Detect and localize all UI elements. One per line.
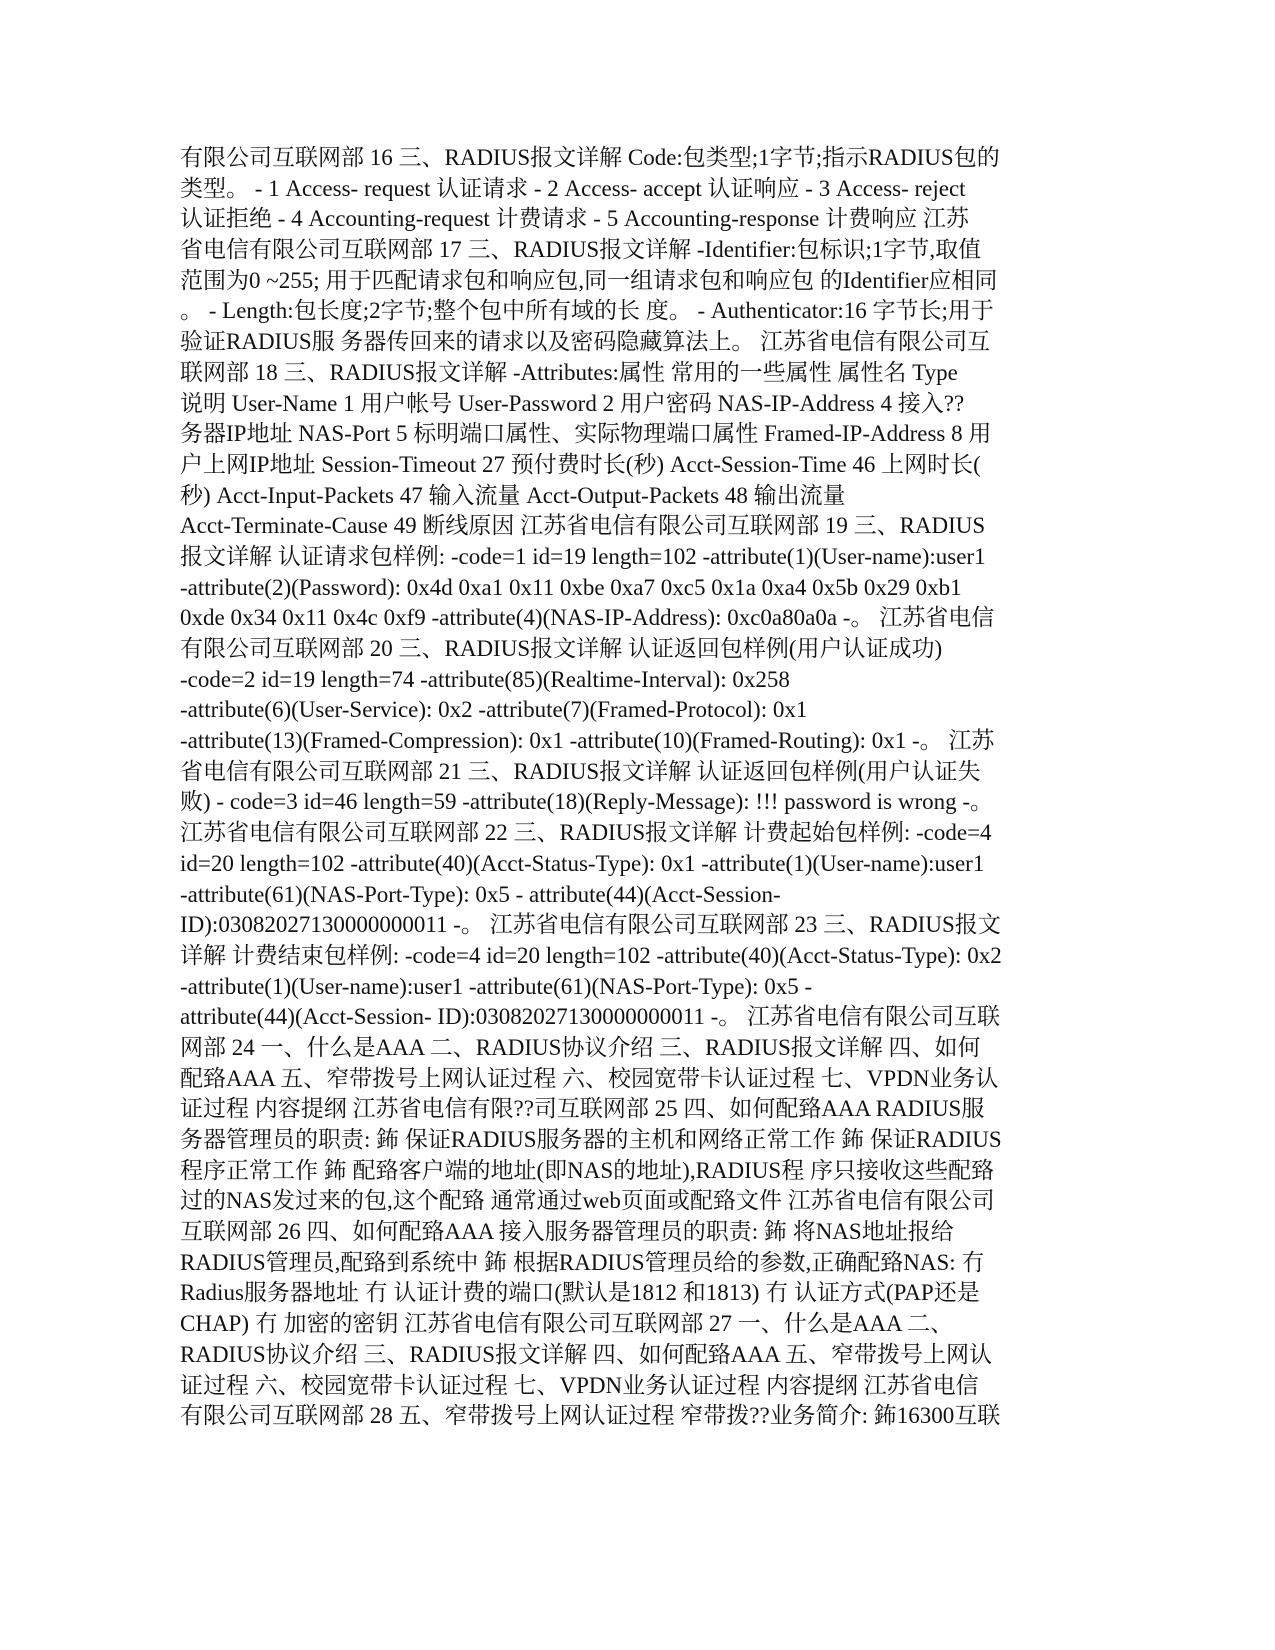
text-line: 有限公司互联网部 20 三、RADIUS报文详解 认证返回包样例(用户认证成功) [180,636,943,661]
text-line: 省电信有限公司互联网部 17 三、RADIUS报文详解 -Identifier:包标识;1字节,取值 [180,237,982,263]
text-line: CHAP) 冇 加密的密钥 江苏省电信有限公司互联网部 27 一、什么是AAA 二、 [180,1311,954,1337]
text-line: 网部 24 一、什么是AAA 二、RADIUS协议介绍 三、RADIUS报文详解 四、如何 [180,1034,981,1060]
text-line: 类型。 - 1 Access- request 认证请求 - 2 Access- accept 认证响应 - 3 Access- reject [180,175,966,201]
text-line: 有限公司互联网部 16 三、RADIUS报文详解 Code:包类型;1字节;指示RADIUS包的 [180,145,1000,170]
text-line: 0xde 0x34 0x11 0x4c 0xf9 -attribute(4)(NAS-IP-Address): 0xc0a80a0a -。 江苏省电信 [180,605,995,631]
text-line: ID):03082027130000000011 -。 江苏省电信有限公司互联网部 23 三、RADIUS报文 [180,912,1001,938]
text-line: 省电信有限公司互联网部 21 三、RADIUS报文详解 认证返回包样例(用户认证失 [180,758,981,784]
text-line: 认证拒绝 - 4 Accounting-request 计费请求 - 5 Accounting-response 计费响应 江苏 [180,206,969,232]
text-line: 说明 User-Name 1 用户帐号 User-Password 2 用户密码 NAS-IP-Address 4 接入?? [180,390,965,416]
text-line: 证过程 内容提纲 江苏省电信有限??司互联网部 25 四、如何配臵AAA RADIUS服 [180,1096,985,1122]
text-line: 败) - code=3 id=46 length=59 -attribute(18)(Reply-Message): !!! password is wrong -。 [180,789,994,815]
text-line: -attribute(1)(User-name):user1 -attribute(61)(NAS-Port-Type): 0x5 - [180,973,813,999]
text-line: 过的NAS发过来的包,这个配臵 通常通过web页面或配臵文件 江苏省电信有限公司 [180,1188,995,1214]
text-line: 程序正常工作 鈽 配臵客户端的地址(即NAS的地址),RADIUS程 序只接收这些配臵 [180,1157,994,1183]
text-line: 。 - Length:包长度;2字节;整个包中所有域的长 度。 - Authenticator:16 字节长;用于 [180,298,994,324]
text-line: 有限公司互联网部 28 五、窄带拨号上网认证过程 窄带拨??业务简介: 鈽16300互联 [180,1403,1001,1429]
text-line: -attribute(13)(Framed-Compression): 0x1 -attribute(10)(Framed-Routing): 0x1 -。 江苏 [180,728,995,754]
text-line: 务器管理员的职责: 鈽 保证RADIUS服务器的主机和网络正常工作 鈽 保证RADIUS [180,1127,1002,1152]
text-line: RADIUS协议介绍 三、RADIUS报文详解 四、如何配臵AAA 五、窄带拨号上网认 [180,1341,993,1367]
text-line: id=20 length=102 -attribute(40)(Acct-Status-Type): 0x1 -attribute(1)(User-name):user1 [180,850,985,876]
text-line: -attribute(6)(User-Service): 0x2 -attribute(7)(Framed-Protocol): 0x1 [180,697,808,723]
text-line: 户上网IP地址 Session-Timeout 27 预付费时长(秒) Acct-Session-Time 46 上网时长( [180,451,981,477]
document-page [180,143,1050,1432]
text-line: 江苏省电信有限公司互联网部 22 三、RADIUS报文详解 计费起始包样例: -code=4 [180,820,992,846]
text-line: -attribute(2)(Password): 0x4d 0xa1 0x11 0xbe 0xa7 0xc5 0x1a 0xa4 0x5b 0x29 0xb1 [180,574,962,600]
text-line: RADIUS管理员,配臵到系统中 鈽 根据RADIUS管理员给的参数,正确配臵NAS: 冇 [180,1249,985,1275]
text-line: Acct-Terminate-Cause 49 断线原因 江苏省电信有限公司互联网部 19 三、RADIUS [180,513,986,539]
text-line: 范围为0 ~255; 用于匹配请求包和响应包,同一组请求包和响应包 的Identifier应相同 [180,267,998,293]
text-line: Radius服务器地址 冇 认证计费的端口(默认是1812 和1813) 冇 认证方式(PAP还是 [180,1280,980,1306]
text-line: 联网部 18 三、RADIUS报文详解 -Attributes:属性 常用的一些属性 属性名 Type [180,359,958,385]
text-line: 互联网部 26 四、如何配臵AAA 接入服务器管理员的职责: 鈽 将NAS地址报给 [180,1219,954,1245]
text-line: -attribute(61)(NAS-Port-Type): 0x5 - attribute(44)(Acct-Session- [180,881,781,907]
text-line: 报文详解 认证请求包样例: -code=1 id=19 length=102 -attribute(1)(User-name):user1 [180,543,986,569]
text-line: -code=2 id=19 length=74 -attribute(85)(Realtime-Interval): 0x258 [180,666,790,692]
text-line: 配臵AAA 五、窄带拨号上网认证过程 六、校园宽带卡认证过程 七、VPDN业务认 [180,1065,999,1091]
text-line: 详解 计费结束包样例: -code=4 id=20 length=102 -attribute(40)(Acct-Status-Type): 0x2 [180,942,1002,968]
text-line: 证过程 六、校园宽带卡认证过程 七、VPDN业务认证过程 内容提纲 江苏省电信 [180,1372,979,1398]
text-line: attribute(44)(Acct-Session- ID):03082027130000000011 -。 江苏省电信有限公司互联 [180,1004,1001,1030]
text-line: 秒) Acct-Input-Packets 47 输入流量 Acct-Output-Packets 48 输出流量 [180,482,846,508]
text-line: 务器IP地址 NAS-Port 5 标明端口属性、实际物理端口属性 Framed-IP-Address 8 用 [180,421,992,447]
text-line: 验证RADIUS服 务器传回来的请求以及密码隐藏算法上。 江苏省电信有限公司互 [180,329,991,355]
